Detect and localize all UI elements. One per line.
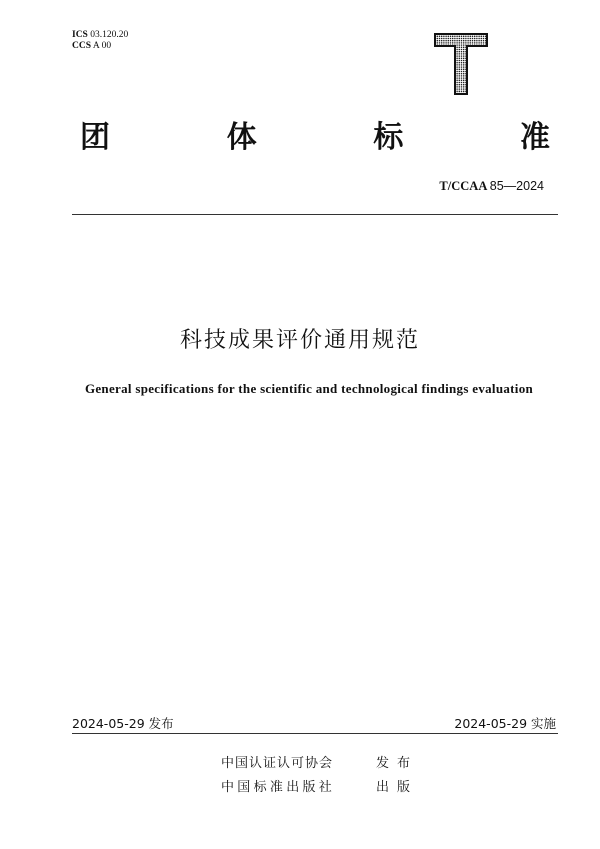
implement-date: 2024-05-29 实施 — [454, 716, 556, 731]
standard-number — [439, 179, 544, 194]
ics-row — [72, 30, 128, 41]
ccs-row — [72, 41, 128, 52]
footer-divider — [72, 733, 558, 734]
document-title-zh: 科技成果评价通用规范 — [179, 328, 420, 353]
ics-label: ICS — [72, 30, 88, 40]
standard-number-prefix: T/CCAA — [439, 179, 487, 193]
publisher-org: 中国标准出版社 — [221, 780, 336, 795]
group-standard-t-logo — [434, 33, 488, 95]
publisher-action: 出版 — [376, 780, 419, 795]
standard-type-heading — [80, 120, 550, 160]
publish-date: 2024-05-29 发布 — [72, 716, 174, 731]
classification-codes — [72, 30, 128, 52]
ccs-label: CCS — [72, 41, 92, 51]
standard-type-char: 标 — [373, 120, 404, 155]
standard-type-char: 准 — [519, 120, 550, 155]
issuer-action: 发布 — [376, 756, 419, 771]
standard-type-char: 团 — [80, 120, 110, 155]
ccs-code: A 00 — [92, 41, 112, 51]
standard-type-char: 体 — [226, 120, 257, 155]
standard-number-value: 85—2024 — [489, 179, 544, 193]
issuer-org: 中国认证认可协会 — [221, 756, 334, 771]
ics-code: 03.120.20 — [90, 30, 129, 40]
header-divider — [72, 214, 558, 215]
document-title-en: General specifications for the scientific and technological findings evaluation — [84, 381, 534, 396]
